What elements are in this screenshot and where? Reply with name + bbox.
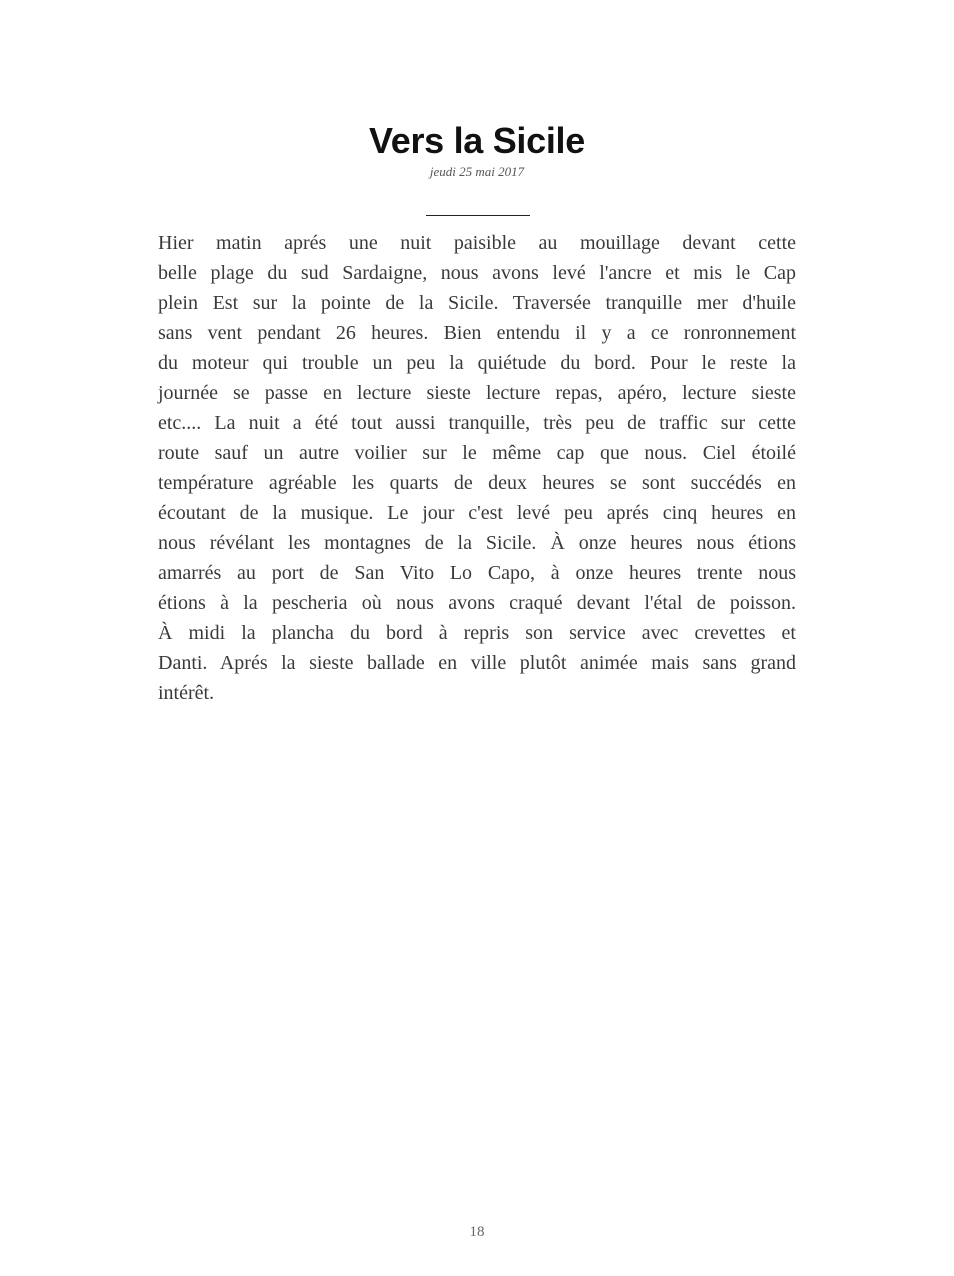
body-line: écoutant de la musique. Le jour c'est levé peu aprés cinq heures en xyxy=(158,502,796,524)
body-line: etc.... La nuit a été tout aussi tranquille, très peu de traffic sur cette xyxy=(158,412,796,434)
body-line: À midi la plancha du bord à repris son service avec crevettes et xyxy=(158,622,796,644)
body-line: Danti. Aprés la sieste ballade en ville plutôt animée mais sans grand xyxy=(158,652,796,674)
body-paragraph xyxy=(158,228,796,708)
body-line: plein Est sur la pointe de la Sicile. Traversée tranquille mer d'huile xyxy=(158,292,796,314)
title-separator xyxy=(426,215,530,216)
body-line: amarrés au port de San Vito Lo Capo, à onze heures trente nous xyxy=(158,562,796,584)
body-line: température agréable les quarts de deux heures se sont succédés en xyxy=(158,472,796,494)
body-line: route sauf un autre voilier sur le même cap que nous. Ciel étoilé xyxy=(158,442,796,464)
body-line: du moteur qui trouble un peu la quiétude du bord. Pour le reste la xyxy=(158,352,796,374)
body-line: intérêt. xyxy=(158,682,215,704)
body-line: Hier matin aprés une nuit paisible au mouillage devant cette xyxy=(158,232,796,254)
body-line: sans vent pendant 26 heures. Bien entendu il y a ce ronronnement xyxy=(158,322,796,344)
page-date: jeudi 25 mai 2017 xyxy=(429,164,525,179)
body-line: nous révélant les montagnes de la Sicile. À onze heures nous étions xyxy=(158,532,796,554)
body-line: journée se passe en lecture sieste lecture repas, apéro, lecture sieste xyxy=(158,382,796,404)
body-line: étions à la pescheria où nous avons craqué devant l'étal de poisson. xyxy=(158,592,796,614)
page-number: 18 xyxy=(469,1224,485,1240)
page-title: Vers la Sicile xyxy=(369,120,585,161)
body-line: belle plage du sud Sardaigne, nous avons levé l'ancre et mis le Cap xyxy=(158,262,796,284)
